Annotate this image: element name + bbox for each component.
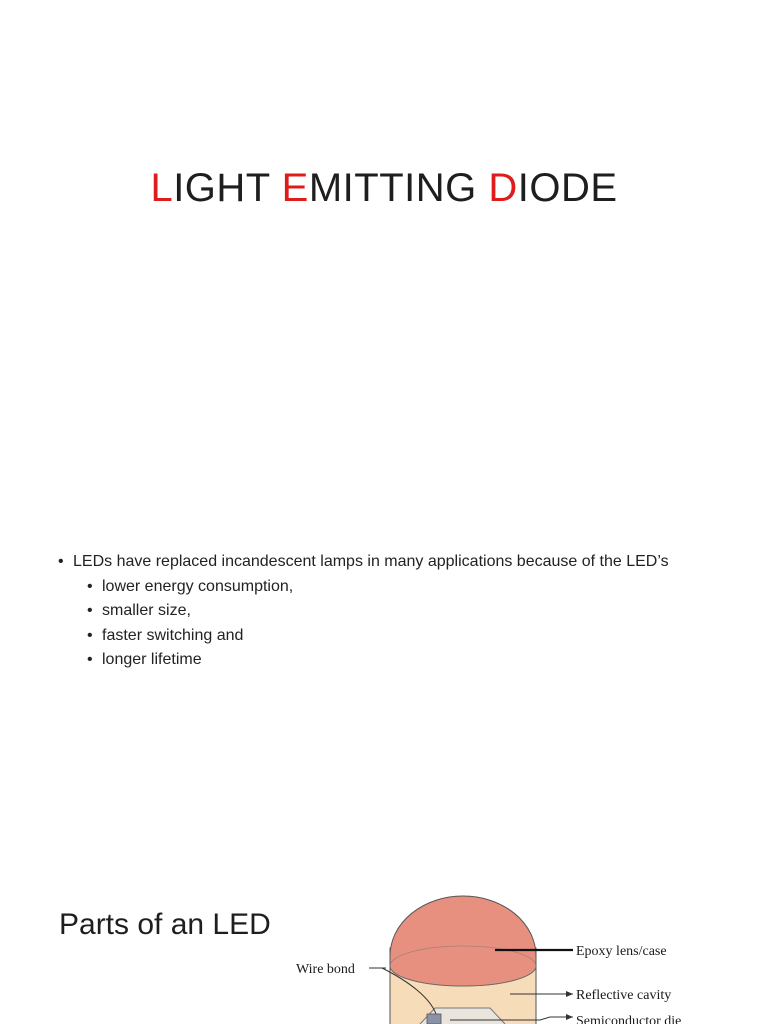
- main-bullet-text: LEDs have replaced incandescent lamps in many applications because of the LED’s: [73, 553, 669, 570]
- reflective-arrowhead: [566, 991, 573, 997]
- title-initial-l: L: [150, 166, 174, 210]
- title-word-emitting: MITTING: [308, 166, 477, 210]
- semiconductor-arrowhead: [566, 1014, 573, 1020]
- title-word-light: IGHT: [173, 166, 271, 210]
- title-initial-e: E: [281, 166, 309, 210]
- title-initial-d: D: [488, 166, 518, 210]
- led-diagram: [290, 890, 760, 1024]
- title-word-diode: IODE: [517, 166, 618, 210]
- label-reflective-cavity: Reflective cavity: [576, 988, 672, 1003]
- sub-bullet-energy: • lower energy consumption,: [87, 575, 758, 600]
- main-bullet: [58, 550, 758, 673]
- sub-bullet-list: [87, 575, 758, 673]
- sub-bullet-switching: • faster switching and: [87, 624, 758, 649]
- sub-bullet-lifetime: • longer lifetime: [87, 648, 758, 673]
- label-wire-bond: Wire bond: [296, 962, 355, 977]
- sub-bullet-size: • smaller size,: [87, 599, 758, 624]
- parts-title: Parts of an LED: [59, 908, 271, 941]
- label-epoxy-lens: Epoxy lens/case: [576, 944, 667, 959]
- slide-title: [0, 166, 768, 211]
- led-lens-base: [390, 946, 536, 986]
- semiconductor-die: [427, 1014, 441, 1024]
- bullet-list: [58, 550, 758, 673]
- label-semiconductor-die: Semiconductor die: [576, 1014, 682, 1024]
